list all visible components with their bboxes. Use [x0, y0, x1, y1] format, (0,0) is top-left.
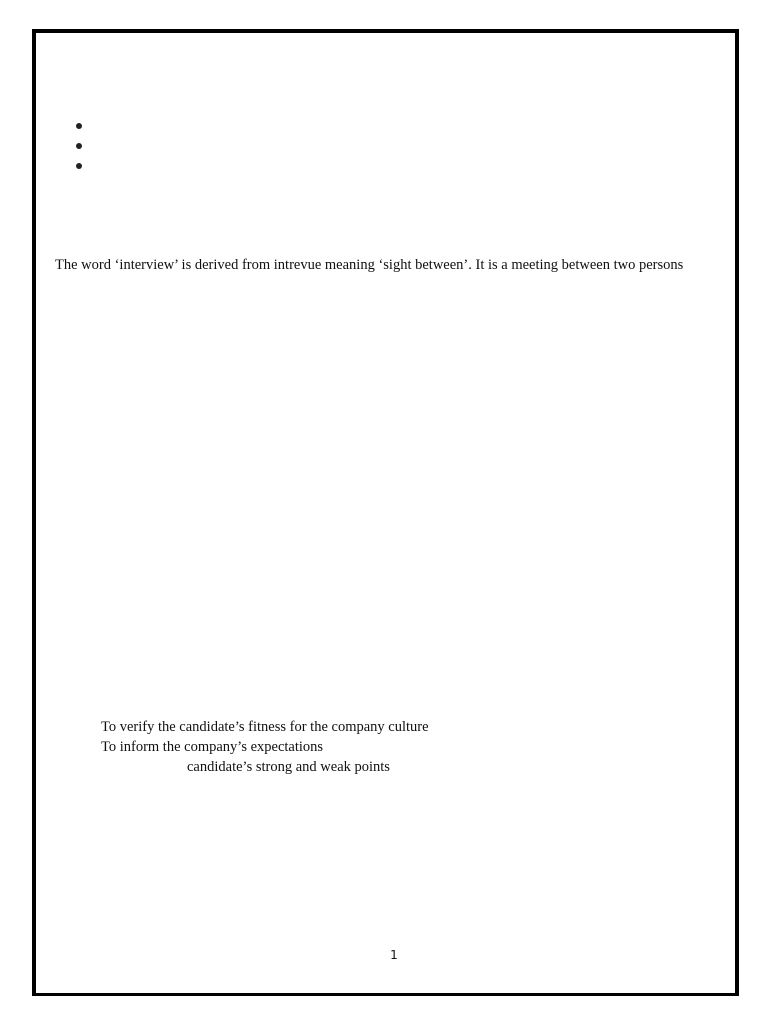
purpose-line-strengths: candidate’s strong and weak points [187, 759, 390, 775]
bullet-dot-icon [76, 143, 82, 149]
intro-paragraph: The word ‘interview’ is derived from intrevue meaning ‘sight between’. It is a meeting between two persons [55, 257, 684, 273]
purpose-line-expectations: To inform the company’s expectations [101, 739, 324, 755]
bullet-dot-icon [76, 163, 82, 169]
page-border-bottom-rule [32, 993, 739, 996]
page-number: 1 [390, 948, 398, 962]
bullet-dot-icon [76, 123, 82, 129]
page-border [32, 29, 739, 994]
purpose-line-fitness: To verify the candidate’s fitness for the company culture [101, 719, 429, 735]
